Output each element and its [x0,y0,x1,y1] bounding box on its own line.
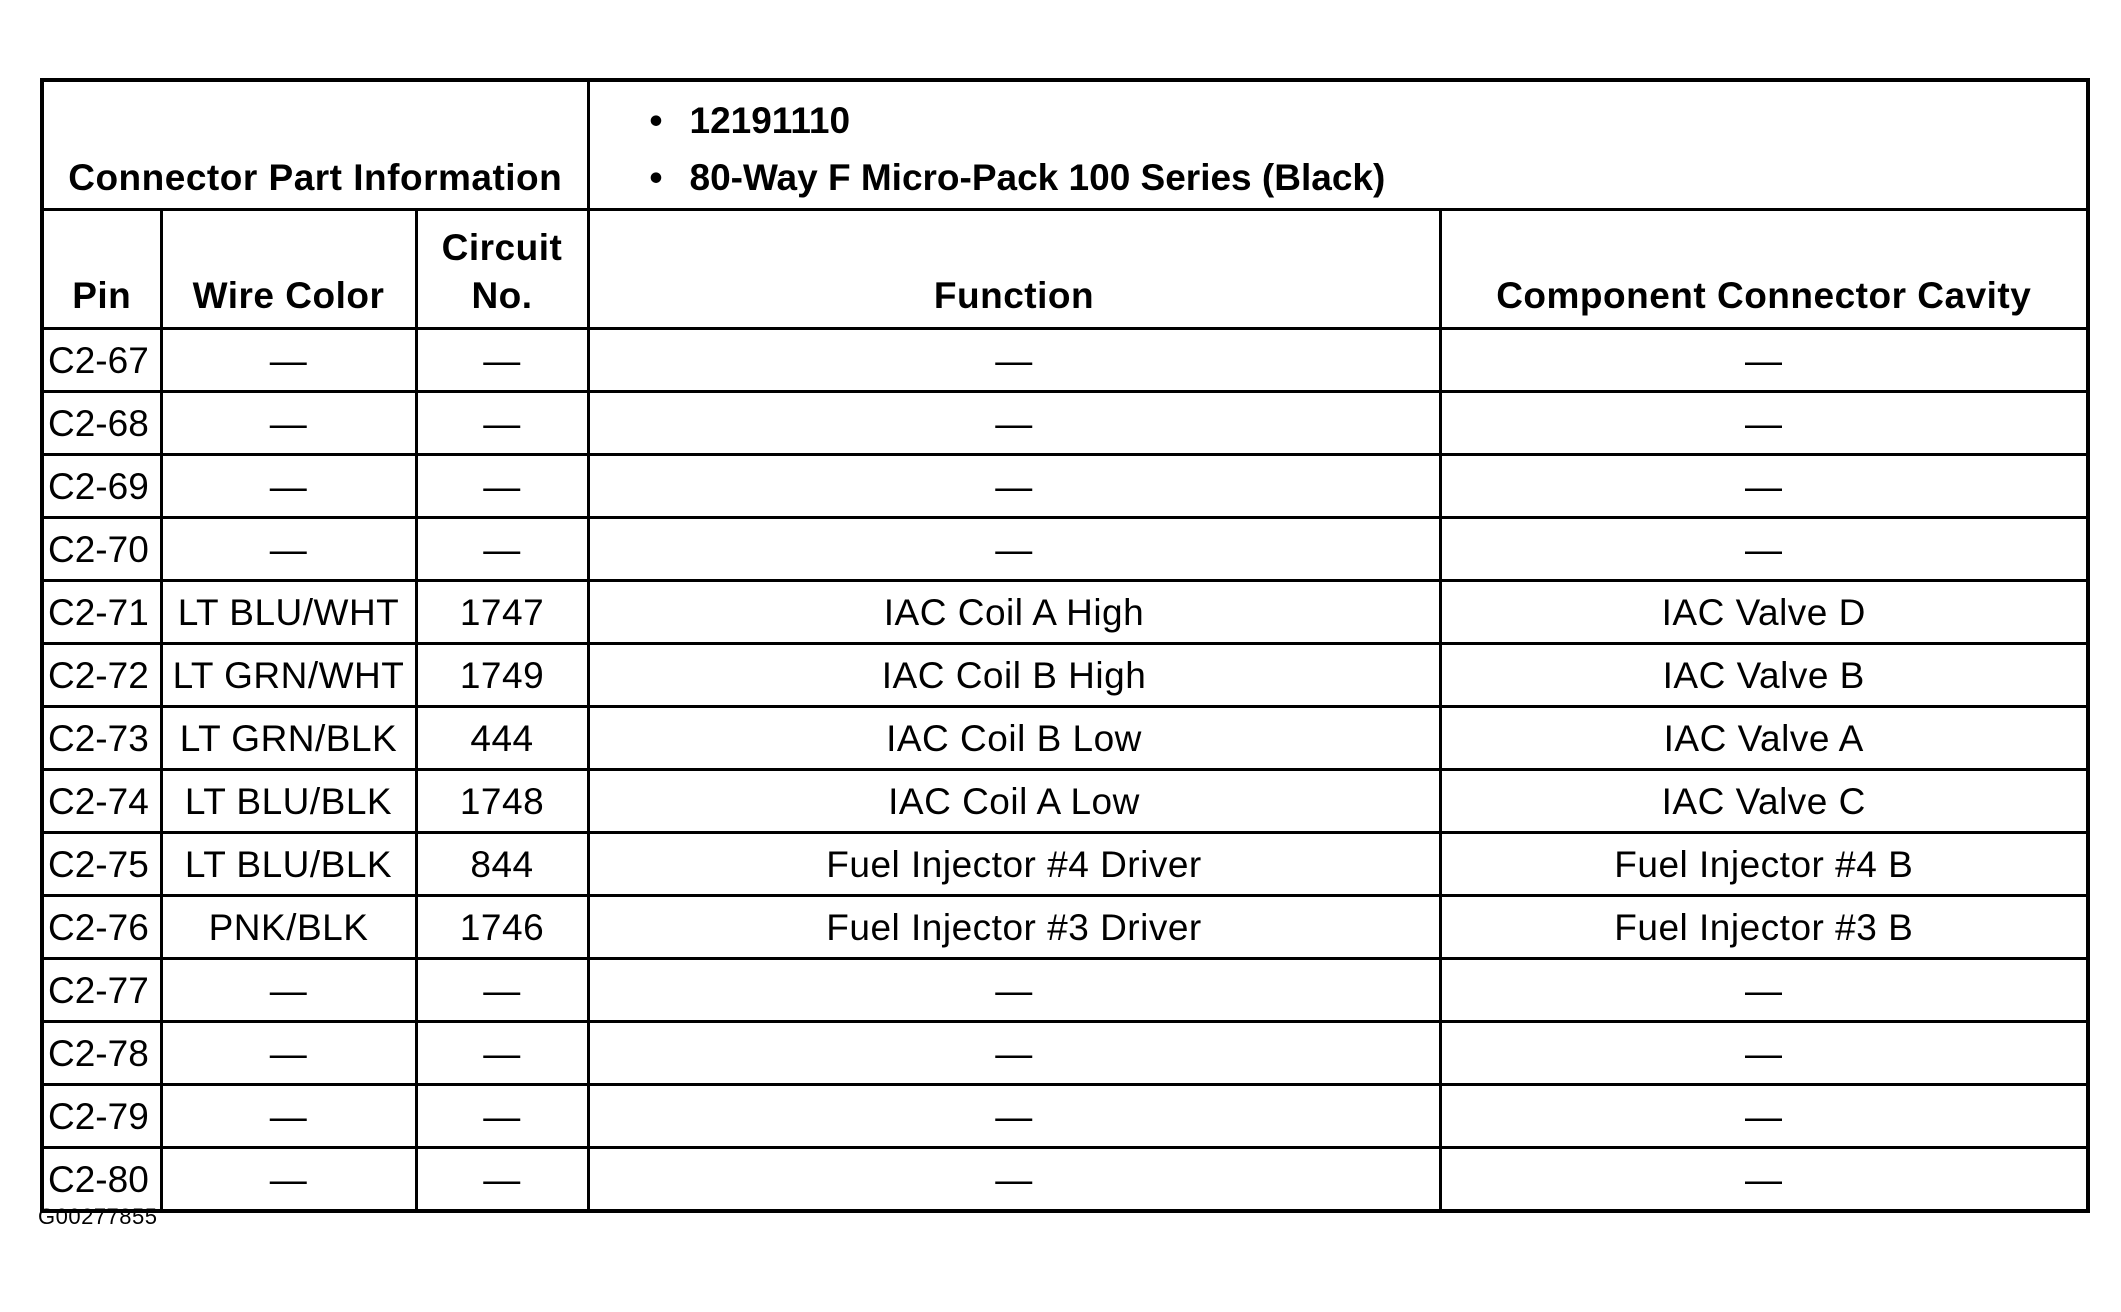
function-cell: — [588,392,1440,455]
table-row [42,896,2088,959]
wire-color-cell: — [161,392,416,455]
wire-color-cell: — [161,455,416,518]
circuit-no-cell: 1749 [416,644,588,707]
wire-color-cell: LT GRN/BLK [161,707,416,770]
connector-part-number [650,92,2087,149]
header-cavity: Component Connector Cavity [1440,210,2088,329]
header-circuit-no [416,210,588,329]
header-circuit-line2: No. [471,274,533,316]
wire-color-cell: — [161,959,416,1022]
pin-cell: C2-67 [42,329,161,392]
cavity-cell: IAC Valve C [1440,770,2088,833]
pin-cell: C2-79 [42,1085,161,1148]
bullet-icon: • [649,100,663,141]
circuit-no-cell: — [416,1148,588,1212]
cavity-cell: IAC Valve B [1440,644,2088,707]
circuit-no-cell: 1747 [416,581,588,644]
pin-cell: C2-73 [42,707,161,770]
function-cell: — [588,518,1440,581]
column-header-row [42,210,2088,329]
table-row [42,644,2088,707]
pin-cell: C2-69 [42,455,161,518]
cavity-cell: — [1440,1085,2088,1148]
function-cell: IAC Coil A High [588,581,1440,644]
circuit-no-cell: — [416,392,588,455]
function-cell: — [588,329,1440,392]
header-wire-color: Wire Color [161,210,416,329]
connector-pinout-table [40,78,2090,1213]
wire-color-cell: — [161,1148,416,1212]
circuit-no-cell: — [416,518,588,581]
wire-color-cell: — [161,1085,416,1148]
table-row [42,518,2088,581]
cavity-cell: — [1440,1022,2088,1085]
wire-color-cell: LT BLU/BLK [161,770,416,833]
wire-color-cell: — [161,1022,416,1085]
pin-cell: C2-72 [42,644,161,707]
cavity-cell: Fuel Injector #3 B [1440,896,2088,959]
circuit-no-cell: 844 [416,833,588,896]
pin-cell: C2-68 [42,392,161,455]
table-row [42,1085,2088,1148]
pin-cell: C2-77 [42,959,161,1022]
circuit-no-cell: 444 [416,707,588,770]
cavity-cell: — [1440,959,2088,1022]
circuit-no-cell: — [416,455,588,518]
table-row [42,581,2088,644]
pin-cell: C2-80 [42,1148,161,1212]
pin-cell: C2-71 [42,581,161,644]
header-function: Function [588,210,1440,329]
cavity-cell: Fuel Injector #4 B [1440,833,2088,896]
pin-cell: C2-74 [42,770,161,833]
cavity-cell: — [1440,455,2088,518]
pin-cell: C2-75 [42,833,161,896]
function-cell: — [588,1148,1440,1212]
part-number-text: 12191110 [689,100,851,141]
wire-color-cell: LT BLU/WHT [161,581,416,644]
bullet-icon: • [649,157,663,198]
figure-id: G00277855 [38,1204,158,1229]
cavity-cell: — [1440,518,2088,581]
wire-color-cell: — [161,518,416,581]
cavity-cell: — [1440,392,2088,455]
table-row [42,707,2088,770]
header-circuit-line1: Circuit [441,227,563,269]
pin-cell: C2-76 [42,896,161,959]
cavity-cell: IAC Valve D [1440,581,2088,644]
connector-description [650,149,2087,206]
connector-info-row [42,80,2088,210]
circuit-no-cell: 1748 [416,770,588,833]
circuit-no-cell: — [416,959,588,1022]
table-row [42,833,2088,896]
cavity-cell: IAC Valve A [1440,707,2088,770]
pin-cell: C2-78 [42,1022,161,1085]
description-text: 80-Way F Micro-Pack 100 Series (Black) [689,157,1386,198]
connector-info-values [588,80,2088,210]
function-cell: Fuel Injector #3 Driver [588,896,1440,959]
function-cell: — [588,1022,1440,1085]
pin-cell: C2-70 [42,518,161,581]
function-cell: IAC Coil B Low [588,707,1440,770]
function-cell: IAC Coil B High [588,644,1440,707]
table-row [42,770,2088,833]
table-row [42,329,2088,392]
wire-color-cell: LT GRN/WHT [161,644,416,707]
function-cell: — [588,959,1440,1022]
header-pin: Pin [42,210,161,329]
wire-color-cell: PNK/BLK [161,896,416,959]
table-row [42,959,2088,1022]
cavity-cell: — [1440,329,2088,392]
wire-color-cell: — [161,329,416,392]
cavity-cell: — [1440,1148,2088,1212]
connector-info-label: Connector Part Information [42,80,588,210]
circuit-no-cell: — [416,1022,588,1085]
circuit-no-cell: — [416,329,588,392]
circuit-no-cell: — [416,1085,588,1148]
table-row [42,1148,2088,1212]
circuit-no-cell: 1746 [416,896,588,959]
function-cell: — [588,1085,1440,1148]
table-row [42,455,2088,518]
function-cell: — [588,455,1440,518]
function-cell: IAC Coil A Low [588,770,1440,833]
function-cell: Fuel Injector #4 Driver [588,833,1440,896]
wire-color-cell: LT BLU/BLK [161,833,416,896]
table-row [42,392,2088,455]
table-row [42,1022,2088,1085]
